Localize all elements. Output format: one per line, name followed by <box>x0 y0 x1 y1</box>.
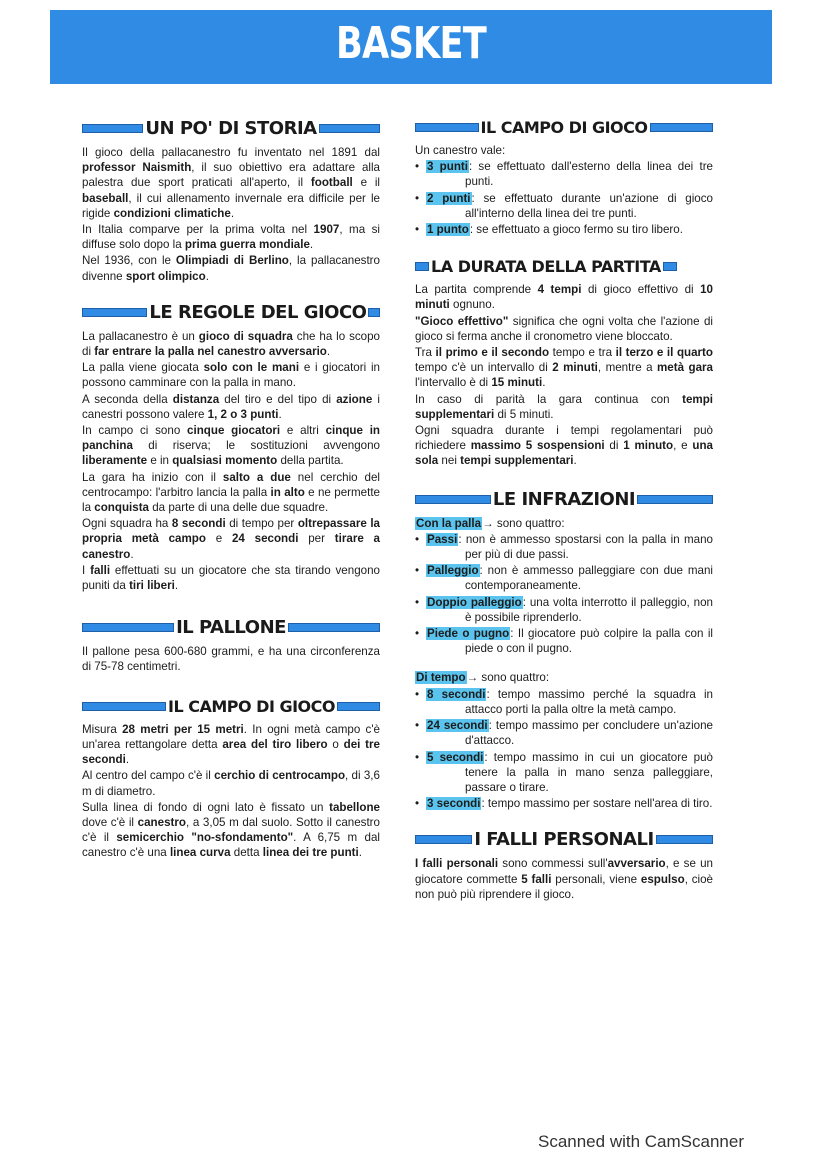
bold-text: tirare a canestro <box>82 532 381 561</box>
bold-text: cinque in panchina <box>82 424 381 453</box>
bold-text: una sola <box>415 439 713 468</box>
item-text: : Il giocatore può colpire la palla con il piede o con il pugno. <box>465 627 713 656</box>
bold-text: 2 minuti <box>552 361 598 375</box>
section-durata <box>415 257 713 468</box>
text-run: sono commessi sull' <box>498 857 608 871</box>
text-run: , cioè non può più riprendere il gioco. <box>415 872 713 901</box>
bold-text: cerchio di centrocampo <box>214 769 346 783</box>
paragraph <box>82 470 380 516</box>
heading-bar <box>650 123 714 132</box>
item-text: : tempo massimo per concludere un'azione d'attacco. <box>465 719 713 748</box>
highlighted-term: 3 punti <box>427 160 468 174</box>
text-run: l'intervallo è di <box>415 376 492 390</box>
list-item <box>415 796 713 811</box>
section-title: UN PO' DI STORIA <box>145 118 317 139</box>
item-text: : non è ammesso spostarsi con la palla in mano per più di due passi. <box>458 532 713 562</box>
item-text: : non è ammesso palleggiare con due mani contemporaneamente. <box>465 564 713 593</box>
bold-text: 10 minuti <box>415 283 714 312</box>
text-run: , e se un giocatore commette <box>415 857 713 886</box>
text-run: . A 6,75 m dal canestro c'è una <box>82 831 380 860</box>
heading-bar <box>82 308 147 317</box>
section-title: I FALLI PERSONALI <box>474 829 654 851</box>
bold-text: baseball <box>82 191 129 205</box>
paragraph <box>82 360 380 390</box>
paragraph <box>82 392 380 422</box>
section-title: LE INFRAZIONI <box>492 488 636 510</box>
bold-text: tabellone <box>329 800 380 814</box>
bold-text: 28 metri per 15 metri <box>122 722 244 736</box>
bold-text: avversario <box>607 857 666 871</box>
bold-text: gioco di squadra <box>198 329 293 343</box>
section-title: IL PALLONE <box>176 617 286 639</box>
text-run: . <box>125 753 130 767</box>
paragraph <box>82 644 380 674</box>
paragraph <box>415 282 713 312</box>
list-item <box>415 191 713 221</box>
paragraph <box>415 345 713 391</box>
bold-text: 1907 <box>313 223 340 237</box>
section-pallone <box>82 617 380 674</box>
text-run: che ha lo scopo di <box>82 329 381 359</box>
text-run: da parte di una delle due squadre. <box>149 501 329 515</box>
section-heading <box>415 118 713 137</box>
paragraph <box>82 768 380 798</box>
heading-bar <box>656 835 713 844</box>
paragraph <box>82 800 380 861</box>
highlighted-term: 3 secondi <box>427 797 481 811</box>
list-item <box>415 159 713 189</box>
text-run: di gioco effettivo di <box>581 283 701 297</box>
item-text: : se effettuato durante un'azione di gioco all'interno della linea dei tre punti. <box>465 191 713 220</box>
text-run: In Italia comparve per la prima volta nel <box>82 223 314 237</box>
bold-text: falli <box>90 563 111 577</box>
bold-text: cinque giocatori <box>187 424 281 438</box>
bold-text: area del tiro libero <box>222 737 328 751</box>
bold-text: solo con le mani <box>203 361 300 375</box>
heading-bar <box>415 262 429 271</box>
section-heading <box>82 617 380 638</box>
list-item <box>415 563 713 593</box>
text-run: , a 3,05 m dal suolo. Sotto il canestro c'è il <box>82 815 380 845</box>
bold-text: il primo e il secondo <box>435 346 550 360</box>
text-run: , ma si diffuse solo dopo la <box>82 223 380 252</box>
heading-bar <box>319 124 380 133</box>
section-campo-right <box>415 118 713 237</box>
text-run: Ogni squadra ha <box>82 517 172 531</box>
heading-bar <box>82 623 174 632</box>
list-item <box>415 750 713 796</box>
highlighted-term: Passi <box>427 532 458 546</box>
bullet-icon: • <box>415 595 420 609</box>
text-run: Al centro del campo c'è il <box>82 769 215 783</box>
item-text: : tempo massimo in cui un giocatore può tenere la palla in mano senza palleggiare, passare o tirare. <box>465 750 713 794</box>
text-run: . <box>326 345 331 359</box>
list-item <box>415 687 713 717</box>
section-heading <box>415 257 713 276</box>
list-item <box>415 595 713 625</box>
label-text: → sono quattro: <box>466 671 550 685</box>
subgroup-label <box>415 670 713 685</box>
bold-text: linea curva <box>169 846 231 860</box>
paragraph <box>82 722 380 768</box>
bold-text: massimo 5 sospensioni <box>470 439 605 453</box>
bullet-icon: • <box>415 719 420 733</box>
section-regole <box>82 302 380 593</box>
text-run: di tempo per <box>225 517 298 531</box>
bold-text: distanza <box>172 392 220 406</box>
text-run: effettuati su un giocatore che sta tirando vengono puniti da <box>82 563 380 593</box>
bold-text: 1 minuto <box>623 439 674 453</box>
highlighted-term: Palleggio <box>427 564 479 578</box>
highlighted-term: Piede o pugno <box>427 627 510 641</box>
bullet-icon: • <box>415 750 420 764</box>
bold-text: metà gara <box>657 361 713 375</box>
text-run: Tra <box>415 346 436 360</box>
text-run: , il suo obiettivo era adattare alla palestra due sport praticati all'aperto, il <box>82 161 380 190</box>
text-run: . <box>542 376 546 390</box>
bold-text: semicerchio "no-sfondamento" <box>116 831 294 845</box>
bold-text: 24 secondi <box>231 532 299 546</box>
text-run: ognuno. <box>449 298 495 312</box>
text-run: . <box>309 238 314 252</box>
intro-text: Un canestro vale: <box>415 144 506 157</box>
right-column <box>415 118 713 916</box>
text-run: . In ogni metà campo c'è un'area rettangolare detta <box>82 722 381 751</box>
subgroup-label <box>415 516 713 531</box>
bold-text: "Gioco effettivo" <box>415 314 509 328</box>
text-run: La pallacanestro è un <box>82 329 199 343</box>
text-run: , mentre a <box>597 361 657 375</box>
bullet-icon: • <box>415 191 420 205</box>
paragraph <box>82 563 380 593</box>
bold-text: I falli personali <box>415 857 499 871</box>
heading-bar <box>415 123 479 132</box>
text-run: Nel 1936, con le <box>82 254 176 268</box>
heading-bar <box>337 702 380 711</box>
section-title: LA DURATA DELLA PARTITA <box>431 257 661 277</box>
heading-bar <box>415 495 491 504</box>
text-run: o <box>327 737 344 751</box>
text-run: . <box>358 846 362 860</box>
text-run: dove c'è il <box>82 815 138 829</box>
item-text: : tempo massimo perché la squadra in attacco porti la palla oltre la metà campo. <box>465 687 714 716</box>
text-run: e i giocatori in possono camminare con la palla in mano. <box>82 361 380 390</box>
text-run: La partita comprende <box>415 283 538 297</box>
highlighted-term: 2 punti <box>427 191 471 205</box>
bold-text: football <box>310 176 353 190</box>
section-falli <box>415 829 713 902</box>
bold-text: il terzo e il quarto <box>615 346 714 360</box>
bold-text: dei tre secondi <box>82 737 381 767</box>
bold-text: espulso <box>640 872 685 886</box>
text-run: Il pallone pesa 600-680 grammi, e ha una circonferenza di 75-78 centimetri. <box>82 645 380 674</box>
text-run: e il <box>352 176 380 190</box>
text-run: Il gioco della pallacanestro fu inventato nel 1891 dal <box>82 146 380 159</box>
paragraph <box>82 516 380 562</box>
text-run: , di 3,6 m di diametro. <box>82 769 380 798</box>
text-run: Misura <box>82 722 123 736</box>
section-heading <box>82 697 380 716</box>
section-heading <box>82 118 380 139</box>
text-run: del tiro e del tipo di <box>219 392 337 406</box>
paragraph <box>82 329 380 359</box>
text-run: tempo e tra <box>549 346 616 360</box>
text-run: , e <box>673 439 693 453</box>
bold-text: tempi supplementari <box>460 454 574 468</box>
highlighted-term: 1 punto <box>427 223 469 237</box>
item-text: : tempo massimo per sostare nell'area di tiro. <box>481 797 713 811</box>
paragraph <box>82 423 380 469</box>
bold-text: liberamente <box>82 454 148 468</box>
text-run: nei <box>438 454 461 468</box>
text-run: La gara ha inizio con il <box>82 470 223 484</box>
section-heading <box>82 302 380 323</box>
text-run: . <box>174 579 179 593</box>
text-run: , il cui allenamento invernale era difficile per le rigide <box>82 191 380 220</box>
text-run: per <box>298 532 335 546</box>
page-title: BASKET <box>336 18 486 69</box>
text-run: Ogni squadra durante i tempi regolamentari può richiedere <box>415 424 713 453</box>
text-run: I <box>82 563 91 577</box>
text-run: di <box>604 439 624 453</box>
heading-bar <box>368 308 380 317</box>
text-run: detta <box>230 846 263 860</box>
bold-text: conquista <box>94 501 150 515</box>
paragraph <box>415 856 713 902</box>
text-run: In caso di parità la gara continua con <box>415 392 683 406</box>
section-heading <box>415 489 713 510</box>
heading-bar <box>663 262 677 271</box>
text-run: La palla viene giocata <box>82 361 204 375</box>
bold-text: 4 tempi <box>537 283 582 297</box>
scanner-watermark: Scanned with CamScanner <box>537 1132 744 1151</box>
left-column <box>82 118 380 875</box>
paragraph <box>82 253 380 283</box>
text-run: tempo c'è un intervallo di <box>415 361 553 375</box>
paragraph <box>415 392 713 422</box>
paragraph <box>82 222 380 252</box>
item-text: : se effettuato a gioco fermo su tiro libero. <box>469 223 683 237</box>
text-run: A seconda della <box>82 392 173 406</box>
text-run: In campo ci sono <box>82 424 188 438</box>
list-item <box>415 626 713 656</box>
bold-text: condizioni climatiche <box>113 206 231 220</box>
bold-text: 8 secondi <box>171 517 226 531</box>
bold-text: 15 minuti <box>491 376 543 390</box>
bullet-list <box>415 687 713 812</box>
highlighted-term: 24 secondi <box>427 719 488 733</box>
paragraph <box>415 423 713 469</box>
text-run: . <box>573 454 577 468</box>
bullet-icon: • <box>415 564 420 578</box>
list-item <box>415 532 713 562</box>
section-title: IL CAMPO DI GIOCO <box>480 118 648 137</box>
paragraph <box>82 145 380 221</box>
text-run: i canestri possono valere <box>82 392 380 421</box>
bold-text: qualsiasi momento <box>172 454 278 468</box>
section-title: LE REGOLE DEL GIOCO <box>149 301 367 323</box>
bullet-icon: • <box>415 160 420 174</box>
bold-text: in alto <box>270 485 305 499</box>
text-run: di 5 minuti. <box>494 407 554 421</box>
section-storia <box>82 118 380 284</box>
text-run: e altri <box>280 424 326 438</box>
bullet-list <box>415 159 713 237</box>
bullet-icon: • <box>415 532 420 546</box>
bold-text: tiri liberi <box>129 579 175 593</box>
bullet-icon: • <box>415 797 420 811</box>
list-item <box>415 718 713 748</box>
label-text: → sono quattro: <box>482 516 565 530</box>
highlighted-term: Doppio palleggio <box>427 595 522 609</box>
text-run: significa che ogni volta che l'azione di gioco si ferma anche il cronometro viene bloccato. <box>415 314 713 343</box>
text-run: e in <box>147 454 173 468</box>
bold-text: professor Naismith <box>82 161 192 175</box>
heading-bar <box>82 702 166 711</box>
text-run: . <box>278 407 282 421</box>
bold-text: azione <box>336 392 373 406</box>
section-title: IL CAMPO DI GIOCO <box>168 696 335 716</box>
heading-bar <box>82 124 143 133</box>
item-text: : una volta interrotto il palleggio, non è possibile riprenderlo. <box>465 595 713 624</box>
bold-text: tempi supplementari <box>415 392 713 421</box>
text-run: di riserva; le sostituzioni avvengono <box>132 439 380 453</box>
bold-text: 1, 2 o 3 punti <box>207 407 279 421</box>
title-banner <box>50 10 772 84</box>
bold-text: canestro <box>137 815 186 829</box>
bold-text: prima guerra mondiale <box>184 238 310 252</box>
highlight-label: Di tempo <box>416 671 466 685</box>
text-run: Sulla linea di fondo di ogni lato è fissato un <box>82 800 330 814</box>
paragraph <box>415 314 713 344</box>
item-text: : se effettuato dall'esterno della linea dei tre punti. <box>465 160 714 189</box>
text-run: della partita. <box>277 454 344 468</box>
highlight-label: Con la palla <box>416 516 482 530</box>
section-campo-left <box>82 697 380 861</box>
bullet-list <box>415 532 713 657</box>
highlighted-term: 5 secondi <box>427 750 484 764</box>
bullet-icon: • <box>415 627 420 641</box>
section-heading <box>415 829 713 850</box>
bullet-icon: • <box>415 687 420 701</box>
text-run: . <box>230 206 235 220</box>
bold-text: far entrare la palla nel canestro avversario <box>94 345 327 359</box>
list-item <box>415 222 713 237</box>
heading-bar <box>288 623 380 632</box>
text-run: , la pallacanestro divenne <box>82 254 380 283</box>
text-run: e ne permette la <box>82 485 380 515</box>
heading-bar <box>637 495 713 504</box>
bold-text: linea dei tre punti <box>262 846 359 860</box>
highlighted-term: 8 secondi <box>427 687 486 701</box>
section-infrazioni <box>415 489 713 812</box>
text-run: e <box>205 532 232 546</box>
bold-text: sport olimpico <box>125 269 206 283</box>
bold-text: 5 falli <box>521 872 552 886</box>
bullet-icon: • <box>415 223 420 237</box>
text-run: personali, viene <box>551 872 641 886</box>
text-run: . <box>205 269 209 283</box>
heading-bar <box>415 835 472 844</box>
text-run: . <box>130 547 134 561</box>
bold-text: salto a due <box>222 470 291 484</box>
text-run: nel cerchio del centrocampo: l'arbitro lancia la palla <box>82 470 380 499</box>
bold-text: Olimpiadi di Berlino <box>175 254 289 268</box>
bold-text: oltrepassare la propria metà campo <box>82 517 380 546</box>
